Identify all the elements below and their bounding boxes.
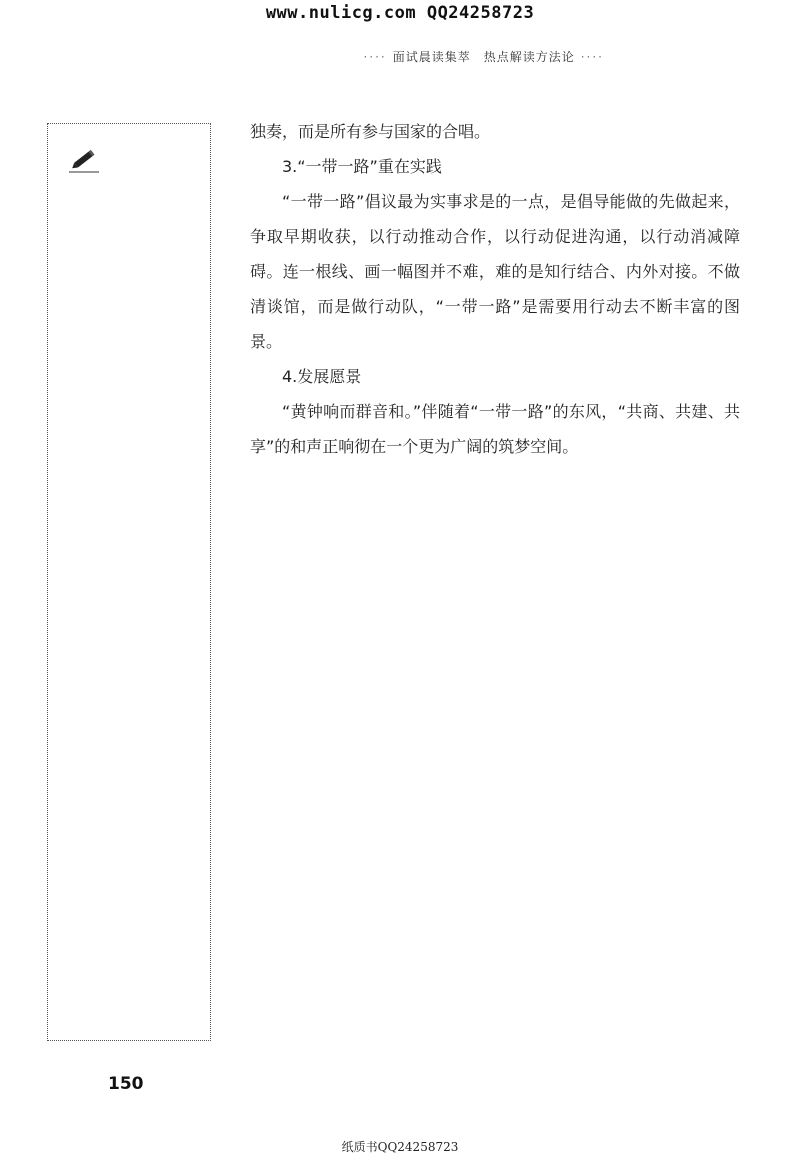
page-number: 150 — [108, 1074, 144, 1094]
header-title: 面试晨读集萃 热点解读方法论 — [392, 50, 575, 64]
section-heading-4: 4.发展愿景 — [282, 367, 362, 386]
paragraph-vision: “黄钟响而群音和。”伴随着“一带一路”的东风，“共商、共建、共享”的和声正响彻在一个更为广阔的筑梦空间。 — [250, 402, 740, 456]
running-header — [357, 48, 610, 65]
top-watermark: www.nulicg.com QQ24258723 — [265, 3, 535, 23]
bottom-watermark: 纸质书QQ24258723 — [341, 1140, 459, 1154]
body-text — [250, 114, 740, 464]
notes-box — [47, 123, 211, 1041]
header-dots-right: ···· — [580, 50, 604, 64]
section-heading-3: 3.“一带一路”重在实践 — [282, 157, 442, 176]
header-dots-left: ···· — [363, 50, 387, 64]
paragraph-practice: “一带一路”倡议最为实事求是的一点，是倡导能做的先做起来，争取早期收获，以行动推动合作，以行动促进沟通，以行动消减障碍。连一根线、画一幅图并不难，难的是知行结合、内外对接。不做清谈馆，而是做行动队，“一带一路”是需要用行动去不断丰富的图景。 — [250, 192, 740, 351]
pencil-icon — [68, 144, 100, 174]
paragraph-continuation: 独奏，而是所有参与国家的合唱。 — [250, 122, 491, 141]
